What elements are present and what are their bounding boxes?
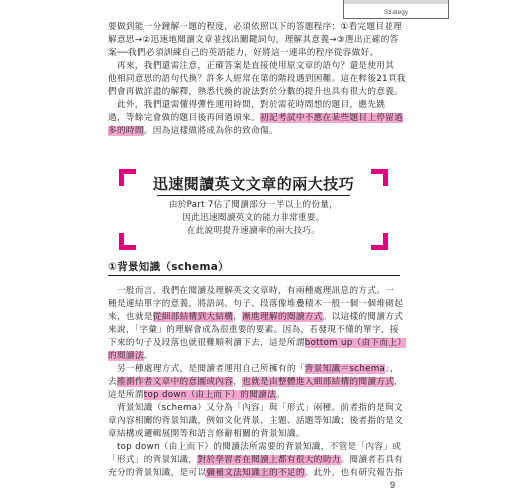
highlighted-text: 初記考試中不應在某些題目上停留過 bbox=[260, 113, 404, 123]
text-line bbox=[108, 112, 404, 125]
text-line bbox=[108, 350, 398, 363]
text-run: 章結構或邏輯展開等和語言修辭相關的背景知識。 bbox=[108, 429, 305, 439]
text-run: 去 bbox=[108, 377, 117, 387]
header-tab bbox=[343, 0, 449, 19]
text-line bbox=[108, 34, 398, 47]
intro-line: 由於Part 7佔了閱讀部分一半以上的份量， bbox=[168, 200, 339, 210]
text-line bbox=[108, 60, 398, 73]
text-line bbox=[108, 337, 407, 350]
text-run: 。此外，也有研究報告指 bbox=[304, 468, 404, 478]
text-line bbox=[108, 47, 398, 60]
text-run: 下來的句子及段落也就很難順利讀下去，這是所謂 bbox=[108, 338, 305, 348]
highlighted-text: top down（由上而下）的閱讀法 bbox=[143, 390, 277, 400]
highlighted-text: 彌補文法知識上的不足的 bbox=[206, 468, 305, 478]
highlighted-text: 漸進理解的閱讀方式 bbox=[242, 312, 323, 322]
text-line bbox=[108, 99, 398, 112]
highlighted-text: 推測作者文章中的意圖或內容 bbox=[116, 377, 234, 387]
text-run: 一般而言，我們在閱讀及理解英文文章時，有兩種處理訊息的方式。一 bbox=[108, 286, 395, 296]
text-run: 來說，「字彙」的理解會成為很重要的要素。因為，若發現不懂的單字，接 bbox=[108, 325, 399, 335]
text-run: 來，也就是 bbox=[108, 312, 153, 322]
text-line bbox=[108, 389, 398, 402]
text-line bbox=[108, 454, 404, 467]
text-line bbox=[108, 125, 398, 138]
text-run: top down（由上而下）的閱讀法所需要的背景知識，不管是「內容」或 bbox=[108, 442, 402, 452]
text-line bbox=[108, 415, 404, 428]
text-line bbox=[108, 298, 404, 311]
text-run: 種是連結單字的意義，將語詞、句子、段落像堆疊積木一般一個一個堆砌起 bbox=[108, 299, 404, 309]
text-line bbox=[108, 324, 398, 337]
subsection-heading bbox=[108, 259, 400, 276]
text-run: ， bbox=[233, 377, 243, 387]
highlighted-text: 多的時間 bbox=[108, 126, 144, 136]
highlighted-text: 也就是由整體進入細部結構的閱讀方式 bbox=[242, 377, 395, 387]
text-run: 。閱讀者若具有 bbox=[340, 455, 404, 465]
text-run: 。因為這樣做將成為你的致命傷。 bbox=[143, 126, 278, 136]
highlighted-text: bottom up（由下而上） bbox=[304, 338, 407, 348]
title-rule bbox=[157, 195, 350, 196]
body-paragraph bbox=[108, 285, 407, 480]
top-paragraph bbox=[108, 21, 406, 138]
text-run: 這是所謂 bbox=[108, 390, 144, 400]
section-title: 迅速閱讀英文文章的兩大技巧 bbox=[152, 175, 355, 193]
text-line bbox=[108, 441, 402, 454]
text-line bbox=[108, 376, 404, 389]
text-run: ， bbox=[233, 312, 243, 322]
text-run: ， bbox=[394, 377, 404, 387]
text-run: 案──我們必須訓練自己的英語能力，好將這一連串的程序從容做好。 bbox=[108, 48, 379, 58]
text-run: 們會再做詳盡的解釋，熟悉代換的說法對於分數的提升也具有很大的意義。 bbox=[108, 87, 404, 97]
section-title-frame bbox=[119, 169, 388, 250]
intro-line: 因此迅速閱讀英文的能力非常重要。 bbox=[182, 213, 325, 223]
text-run: 過，等餘完會做的題目後再回過頭來。 bbox=[108, 113, 261, 123]
text-line bbox=[108, 467, 404, 480]
highlighted-text: 從細部結構到大結構 bbox=[152, 312, 234, 322]
intro-line: 在此說明提升速讀率的兩大技巧。 bbox=[186, 226, 321, 236]
text-line bbox=[108, 285, 398, 298]
text-run: 。以這樣的閱讀方式 bbox=[322, 312, 404, 322]
text-line bbox=[108, 73, 406, 86]
text-run: 要做到能一分鐘解一題的程度，必須依照以下的答題程序：①看完題目並理 bbox=[108, 22, 403, 32]
text-line bbox=[108, 428, 398, 441]
text-line bbox=[108, 402, 404, 415]
highlighted-text: 的閱讀法 bbox=[108, 351, 144, 361]
section-intro bbox=[119, 199, 388, 238]
text-run: 他相同意思的語句代換？許多人經常在第的階段遇到困難。這在粹後21頁我 bbox=[108, 74, 406, 84]
text-line bbox=[108, 21, 403, 34]
text-run: 充分的背景知識，是可以 bbox=[108, 468, 207, 478]
text-run: 章內容相關的背景知識，例如文化背景、主題、話題等知識；後者指的是文 bbox=[108, 416, 404, 426]
highlighted-text: 對於學習者在閱讀上都有很大的助力 bbox=[197, 455, 341, 465]
text-run: 背景知識（schema）又分為「內容」與「形式」兩種。前者指的是與文 bbox=[108, 403, 404, 413]
text-line bbox=[108, 311, 404, 324]
text-run: 解意思→②迅速地閱讀文章並找出關鍵詞句，理解其意義→③選出正確的答 bbox=[108, 35, 399, 45]
text-run: 此外，我們還需懂得彈性運用時間，對於需花時間想的題目，應先跳 bbox=[108, 100, 386, 110]
text-line bbox=[108, 363, 398, 376]
text-line bbox=[108, 86, 404, 99]
highlighted-text: 背景知識＝schema bbox=[304, 364, 386, 374]
text-run: 再來，我們還需注意，正確答案是直接使用原文章的語句？還是使用其 bbox=[108, 61, 395, 71]
header-tab-bar bbox=[344, 0, 448, 4]
header-label: Strategy bbox=[383, 9, 409, 16]
subsection-title: ①背景知識（schema） bbox=[108, 261, 229, 273]
text-run: 「形式」的背景知識， bbox=[108, 455, 198, 465]
text-run: 。 bbox=[143, 351, 153, 361]
text-run: 另一種處理方式，是閱讀者運用自己所擁有的「 bbox=[108, 364, 305, 374]
page-number: 9 bbox=[390, 480, 396, 490]
text-run: 。 bbox=[276, 390, 285, 400]
text-run: 」， bbox=[385, 364, 399, 374]
